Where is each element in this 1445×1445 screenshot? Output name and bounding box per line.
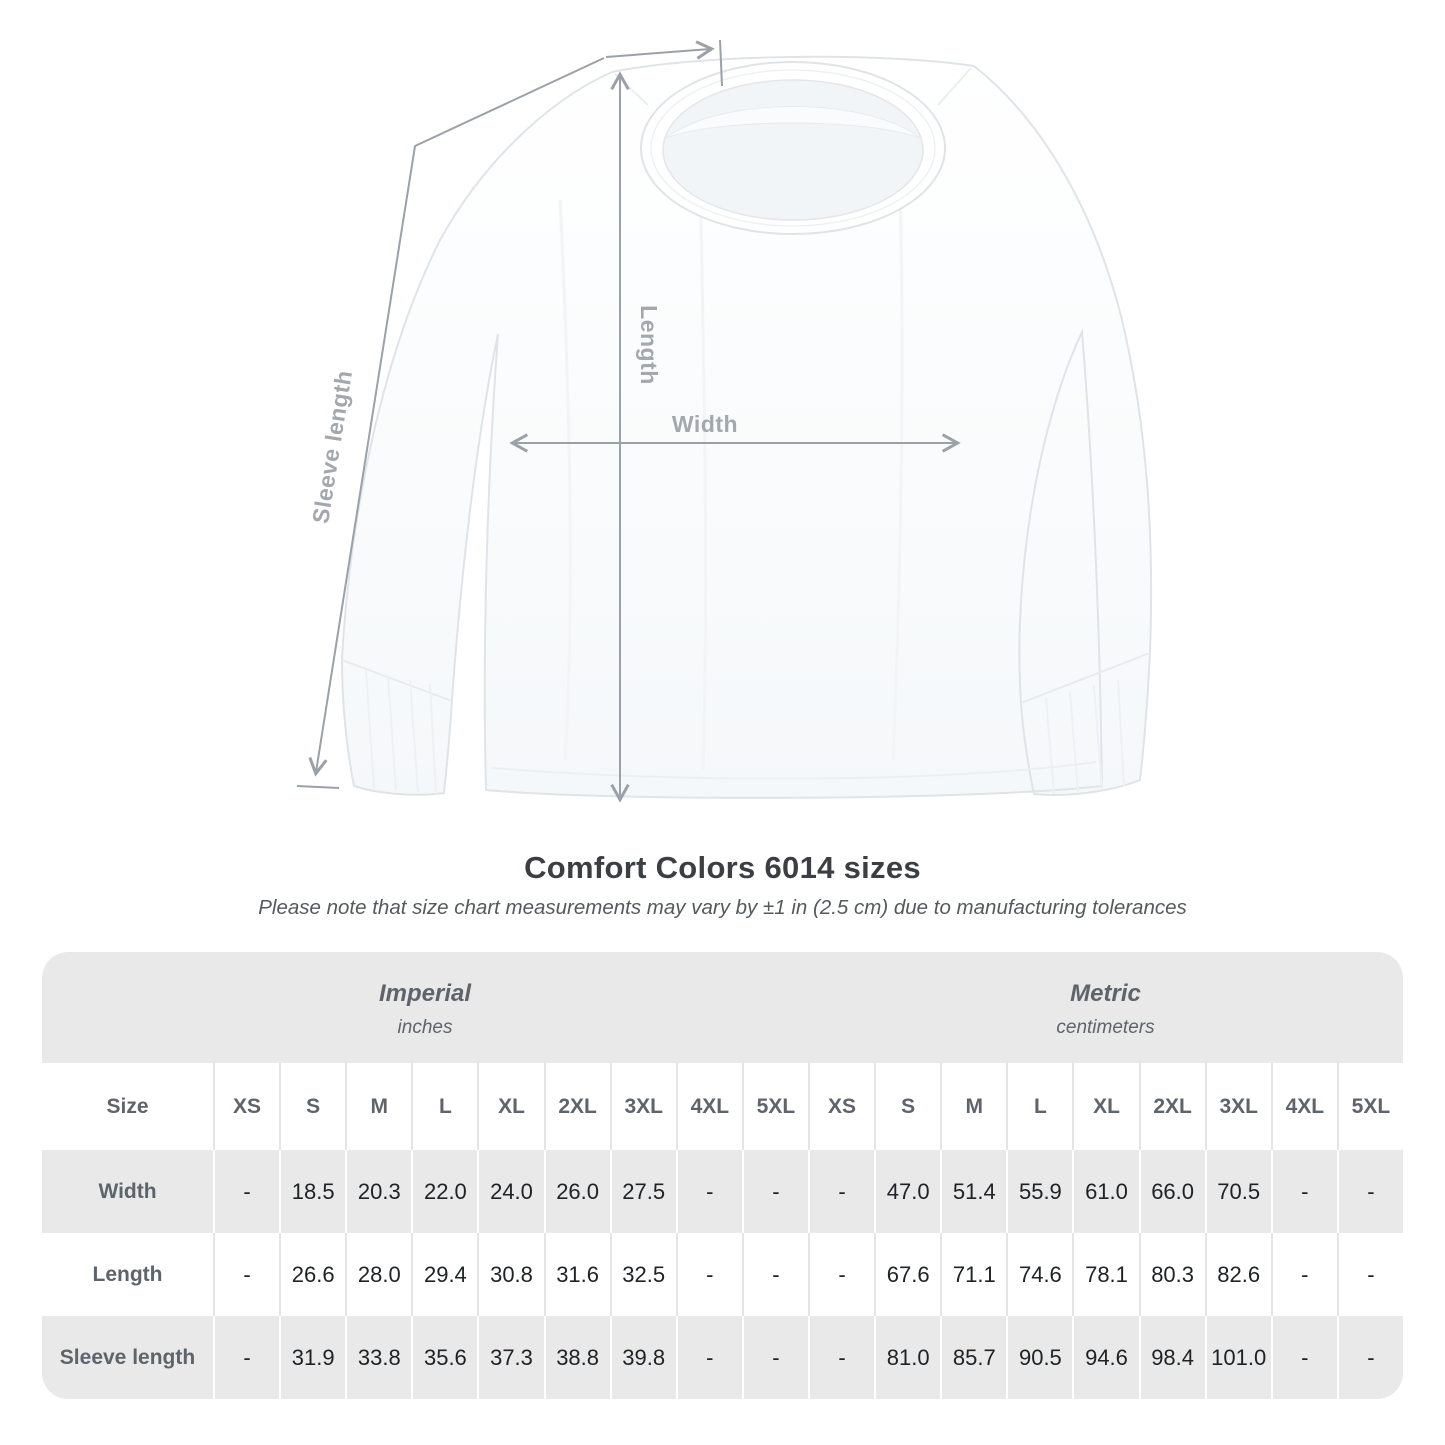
data-cell: 90.5 xyxy=(1008,1316,1072,1399)
size-header-cell: 5XL xyxy=(1339,1063,1403,1150)
size-header-cell: 4XL xyxy=(678,1063,742,1150)
size-header-cell: 3XL xyxy=(1207,1063,1271,1150)
data-cell: 27.5 xyxy=(612,1150,676,1233)
data-cell: 30.8 xyxy=(479,1233,543,1316)
data-cell: - xyxy=(215,1316,279,1399)
data-cell: - xyxy=(1273,1316,1337,1399)
data-cell: - xyxy=(1273,1150,1337,1233)
data-cell: 85.7 xyxy=(942,1316,1006,1399)
data-cell: - xyxy=(810,1233,874,1316)
data-cell: 47.0 xyxy=(876,1150,940,1233)
data-cell: - xyxy=(678,1150,742,1233)
data-cell: 80.3 xyxy=(1141,1233,1205,1316)
data-cell: 101.0 xyxy=(1207,1316,1271,1399)
data-cell: 39.8 xyxy=(612,1316,676,1399)
size-header-cell: XS xyxy=(810,1063,874,1150)
data-cell: 31.6 xyxy=(546,1233,610,1316)
data-cell: 35.6 xyxy=(413,1316,477,1399)
data-cell: - xyxy=(1339,1233,1403,1316)
size-table xyxy=(42,952,1403,1399)
data-cell: 22.0 xyxy=(413,1150,477,1233)
data-cell: - xyxy=(744,1150,808,1233)
data-cell: 26.6 xyxy=(281,1233,345,1316)
page-subtitle: Please note that size chart measurements may vary by ±1 in (2.5 cm) due to manufacturing tolerances xyxy=(258,896,1187,919)
size-column-header: Size xyxy=(42,1063,213,1150)
size-header-cell: 5XL xyxy=(744,1063,808,1150)
sleeve-length-tick xyxy=(297,786,339,788)
size-header-cell: XL xyxy=(479,1063,543,1150)
data-cell: - xyxy=(810,1316,874,1399)
size-header-cell: 2XL xyxy=(546,1063,610,1150)
row-label: Width xyxy=(42,1150,213,1233)
data-cell: 94.6 xyxy=(1074,1316,1138,1399)
metric-unit: centimeters xyxy=(1056,1017,1155,1038)
size-header-row xyxy=(42,1063,1403,1150)
width-label: Width xyxy=(671,411,739,437)
size-header-cell: S xyxy=(876,1063,940,1150)
data-cell: 26.0 xyxy=(546,1150,610,1233)
size-header-cell: L xyxy=(1008,1063,1072,1150)
data-cell: - xyxy=(744,1233,808,1316)
data-cell: 51.4 xyxy=(942,1150,1006,1233)
neck-reference-line xyxy=(606,49,710,57)
imperial-unit: inches xyxy=(397,1017,453,1038)
imperial-group-header xyxy=(42,952,808,1063)
data-cell: 67.6 xyxy=(876,1233,940,1316)
data-cell: 61.0 xyxy=(1074,1150,1138,1233)
data-cell: 74.6 xyxy=(1008,1233,1072,1316)
data-cell: - xyxy=(678,1233,742,1316)
metric-label: Metric xyxy=(1070,980,1141,1007)
data-cell: 31.9 xyxy=(281,1316,345,1399)
table-row-sleeve-length xyxy=(42,1316,1403,1399)
data-cell: 71.1 xyxy=(942,1233,1006,1316)
unit-group-header-row xyxy=(42,952,1403,1063)
size-header-cell: 2XL xyxy=(1141,1063,1205,1150)
size-header-cell: XL xyxy=(1074,1063,1138,1150)
data-cell: - xyxy=(215,1150,279,1233)
size-header-cell: L xyxy=(413,1063,477,1150)
data-cell: 98.4 xyxy=(1141,1316,1205,1399)
page-title: Comfort Colors 6014 sizes xyxy=(524,850,921,885)
imperial-label: Imperial xyxy=(378,980,472,1007)
data-cell: 37.3 xyxy=(479,1316,543,1399)
row-label: Sleeve length xyxy=(42,1316,213,1399)
table-row-length xyxy=(42,1233,1403,1316)
data-cell: 70.5 xyxy=(1207,1150,1271,1233)
data-cell: 78.1 xyxy=(1074,1233,1138,1316)
data-cell: - xyxy=(744,1316,808,1399)
row-label: Length xyxy=(42,1233,213,1316)
size-header-cell: S xyxy=(281,1063,345,1150)
data-cell: - xyxy=(810,1150,874,1233)
sleeve-length-label: Sleeve length xyxy=(307,368,358,526)
data-cell: 32.5 xyxy=(612,1233,676,1316)
collar-opening xyxy=(663,80,923,220)
data-cell: 29.4 xyxy=(413,1233,477,1316)
data-cell: - xyxy=(1339,1316,1403,1399)
data-cell: 33.8 xyxy=(347,1316,411,1399)
data-cell: 28.0 xyxy=(347,1233,411,1316)
length-label: Length xyxy=(636,305,662,385)
table-row-width xyxy=(42,1150,1403,1233)
data-cell: 66.0 xyxy=(1141,1150,1205,1233)
data-cell: - xyxy=(1273,1233,1337,1316)
size-header-cell: XS xyxy=(215,1063,279,1150)
data-cell: 24.0 xyxy=(479,1150,543,1233)
data-cell: 38.8 xyxy=(546,1316,610,1399)
size-header-cell: 3XL xyxy=(612,1063,676,1150)
data-cell: 81.0 xyxy=(876,1316,940,1399)
data-cell: 82.6 xyxy=(1207,1233,1271,1316)
data-cell: - xyxy=(1339,1150,1403,1233)
metric-group-header xyxy=(808,952,1403,1063)
size-header-cell: M xyxy=(347,1063,411,1150)
data-cell: - xyxy=(215,1233,279,1316)
data-cell: 18.5 xyxy=(281,1150,345,1233)
data-cell: 20.3 xyxy=(347,1150,411,1233)
data-cell: 55.9 xyxy=(1008,1150,1072,1233)
data-cell: - xyxy=(678,1316,742,1399)
size-header-cell: 4XL xyxy=(1273,1063,1337,1150)
size-header-cell: M xyxy=(942,1063,1006,1150)
